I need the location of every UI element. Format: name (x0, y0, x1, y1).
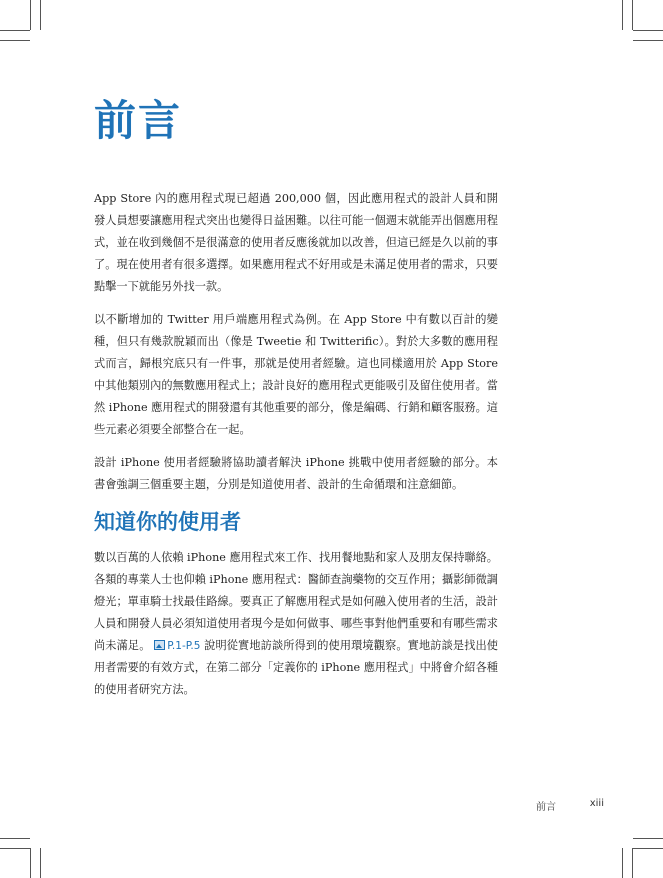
section-title: 知道你的使用者 (94, 510, 241, 534)
intro-paragraph-1: App Store 內的應用程式現已超過 200,000 個，因此應用程式的設計人員和開發人員想要讓應用程式突出也變得日益困難。以往可能一個週末就能弄出個應用程式，並在收到幾個不是很滿意的使用者反應後就加以改善，但這已經是久以前的事了。現在使用者有很多選擇。如果應用程式不好用或是未滿足使用者的需求，只要點擊一下就能另外找一款。 (94, 192, 498, 293)
crop-mark-bottom-right-3 (632, 848, 633, 878)
section-paragraph (94, 547, 498, 701)
photo-reference-label: P.1-P.5 (167, 640, 201, 653)
running-head: 前言 (536, 802, 556, 813)
chapter-title: 前言 (94, 96, 183, 145)
section-body-after-ref: 說明從實地訪談所得到的使用環境觀察。實地訪談是找出使用者需要的有效方式，在第二部分「定義你的 iPhone 應用程式」中將會介紹各種的使用者研究方法。 (94, 639, 498, 697)
crop-mark-top-right-2 (632, 0, 633, 30)
crop-mark-bottom-left-2 (0, 848, 30, 849)
crop-mark-top-right-inner (622, 0, 623, 30)
crop-mark-bottom-left-3 (40, 848, 41, 878)
crop-mark-top-left-outer (0, 40, 30, 41)
crop-mark-top-right-3 (633, 40, 663, 41)
crop-mark-bottom-right-outer (633, 838, 663, 839)
crop-mark-bottom-right-2 (633, 848, 663, 849)
crop-mark-bottom-left-outer (0, 838, 30, 839)
crop-mark-bottom-right-inner (622, 848, 623, 878)
crop-mark-bottom-left-inner (30, 848, 31, 878)
photo-icon (154, 640, 165, 650)
body-content (94, 188, 498, 712)
crop-mark-top-left-inner (40, 0, 41, 30)
intro-paragraph-2: 以不斷增加的 Twitter 用戶端應用程式為例。在 App Store 中有數以百計的變種，但只有幾款脫穎而出（像是 Tweetie 和 Twitterific）。對於大多數的應用程式而言，歸根究底只有一件事，那就是使用者經驗。這也同樣適用於 App Store 中其他類別內的無數應用程式上；設計良好的應用程式更能吸引及留住使用者。當然 iPhone 應用程式的開發還有其他重要的部分，像是編碼、行銷和顧客服務。這些元素必須要全部整合在一起。 (94, 313, 498, 436)
section-body-before-ref: 數以百萬的人依賴 iPhone 應用程式來工作、找用餐地點和家人及朋友保持聯絡。各類的專業人士也仰賴 iPhone 應用程式：醫師查詢藥物的交互作用；攝影師微調燈光；單車騎士找最佳路線。要真正了解應用程式是如何融入使用者的生活，設計人員和開發人員必須知道使用者現今是如何做事、哪些事對他們重要和有哪些需求尚未滿足。 (94, 551, 498, 653)
crop-mark-top-right-outer (633, 30, 663, 31)
intro-paragraph-3: 設計 iPhone 使用者經驗將協助讀者解決 iPhone 挑戰中使用者經驗的部分。本書會強調三個重要主題，分別是知道使用者、設計的生命循環和注意細節。 (94, 456, 498, 491)
crop-mark-top-left-2 (30, 0, 31, 30)
photo-reference-link[interactable] (154, 640, 200, 652)
crop-mark-top-left-3 (0, 30, 30, 31)
page-number: xiii (589, 798, 604, 809)
